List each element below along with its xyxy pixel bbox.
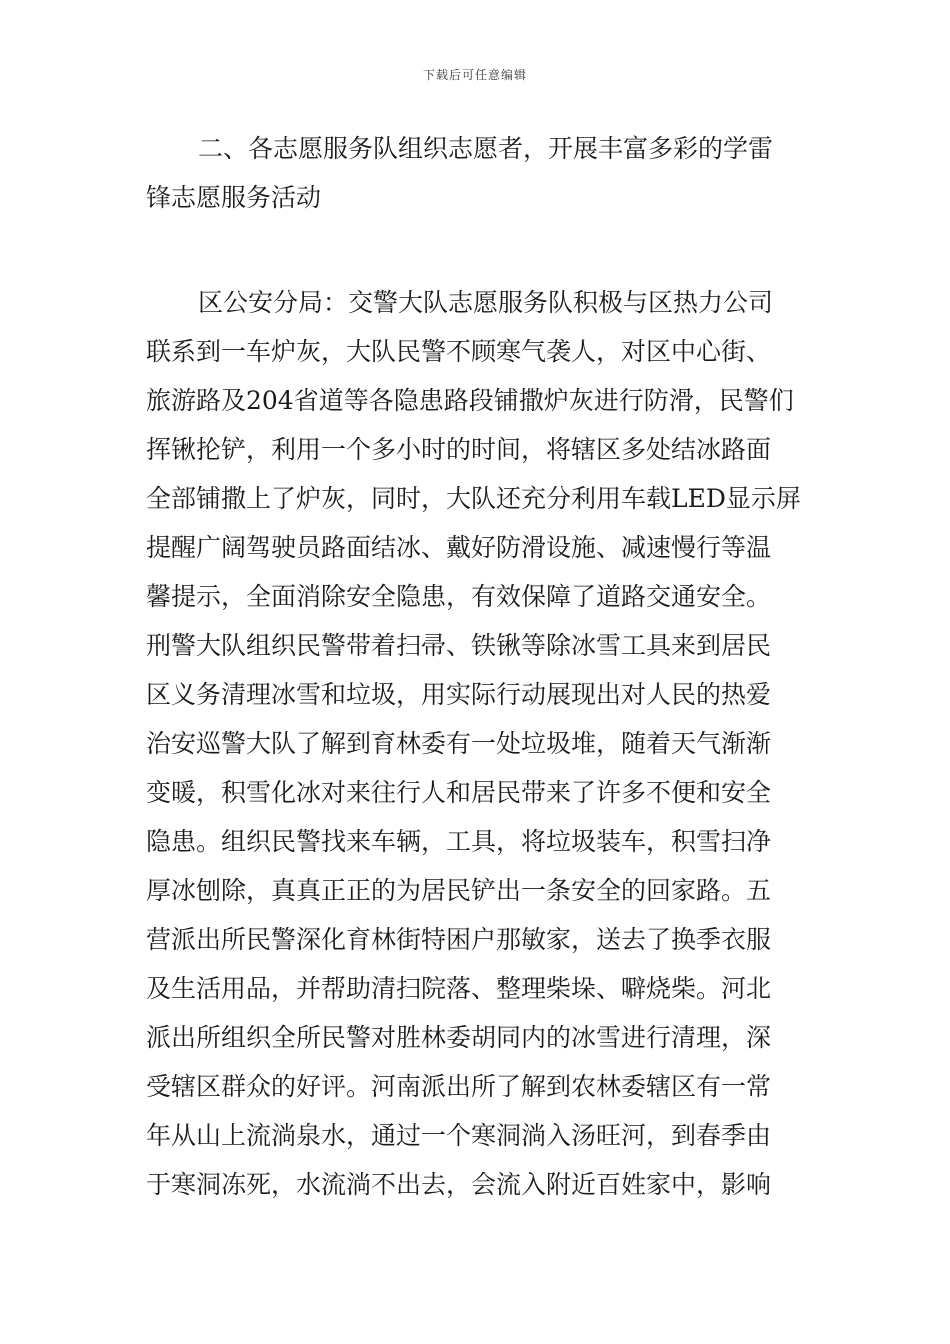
body-paragraph	[146, 278, 806, 1209]
paragraph-line: 营派出所民警深化育林街特困户那敏家，送去了换季衣服	[146, 925, 772, 954]
paragraph-line: 于寒洞冻死，水流淌不出去，会流入附近百姓家中，影响	[146, 1170, 772, 1199]
paragraph-line: 旅游路及204省道等各隐患路段铺撒炉灰进行防滑，民警们	[146, 386, 794, 415]
paragraph-line: 挥锹抡铲，利用一个多小时的时间，将辖区多处结冰路面	[146, 435, 772, 464]
paragraph-line: 隐患。组织民警找来车辆，工具，将垃圾装车，积雪扫净	[146, 827, 772, 856]
paragraph-line: 治安巡警大队了解到育林委有一处垃圾堆，随着天气渐渐	[146, 729, 772, 758]
paragraph-line: 区义务清理冰雪和垃圾，用实际行动展现出对人民的热爱	[146, 680, 772, 709]
section-heading	[146, 124, 806, 222]
heading-line: 锋志愿服务活动	[146, 183, 322, 212]
paragraph-line: 派出所组织全所民警对胜林委胡同内的冰雪进行清理，深	[146, 1023, 772, 1052]
paragraph-line: 区公安分局：交警大队志愿服务队积极与区热力公司	[198, 288, 774, 317]
paragraph-line: 受辖区群众的好评。河南派出所了解到农林委辖区有一常	[146, 1072, 772, 1101]
paragraph-line: 年从山上流淌泉水，通过一个寒洞淌入汤旺河，到春季由	[146, 1121, 772, 1150]
heading-line: 二、各志愿服务队组织志愿者，开展丰富多彩的学雷	[198, 134, 774, 163]
paragraph-line: 提醒广阔驾驶员路面结冰、戴好防滑设施、减速慢行等温	[146, 533, 772, 562]
paragraph-line: 及生活用品，并帮助清扫院落、整理柴垛、噼烧柴。河北	[146, 974, 772, 1003]
paragraph-line: 全部铺撒上了炉灰，同时，大队还充分利用车载LED显示屏	[146, 484, 801, 513]
paragraph-line: 刑警大队组织民警带着扫帚、铁锹等除冰雪工具来到居民	[146, 631, 772, 660]
paragraph-line: 厚冰刨除，真真正正的为居民铲出一条安全的回家路。五	[146, 876, 772, 905]
header-note: 下载后可任意编辑	[422, 68, 527, 82]
paragraph-line: 联系到一车炉灰，大队民警不顾寒气袭人，对区中心街、	[146, 337, 772, 366]
paragraph-line: 变暖，积雪化冰对来往行人和居民带来了许多不便和安全	[146, 778, 772, 807]
paragraph-line: 馨提示，全面消除安全隐患，有效保障了道路交通安全。	[146, 582, 772, 611]
